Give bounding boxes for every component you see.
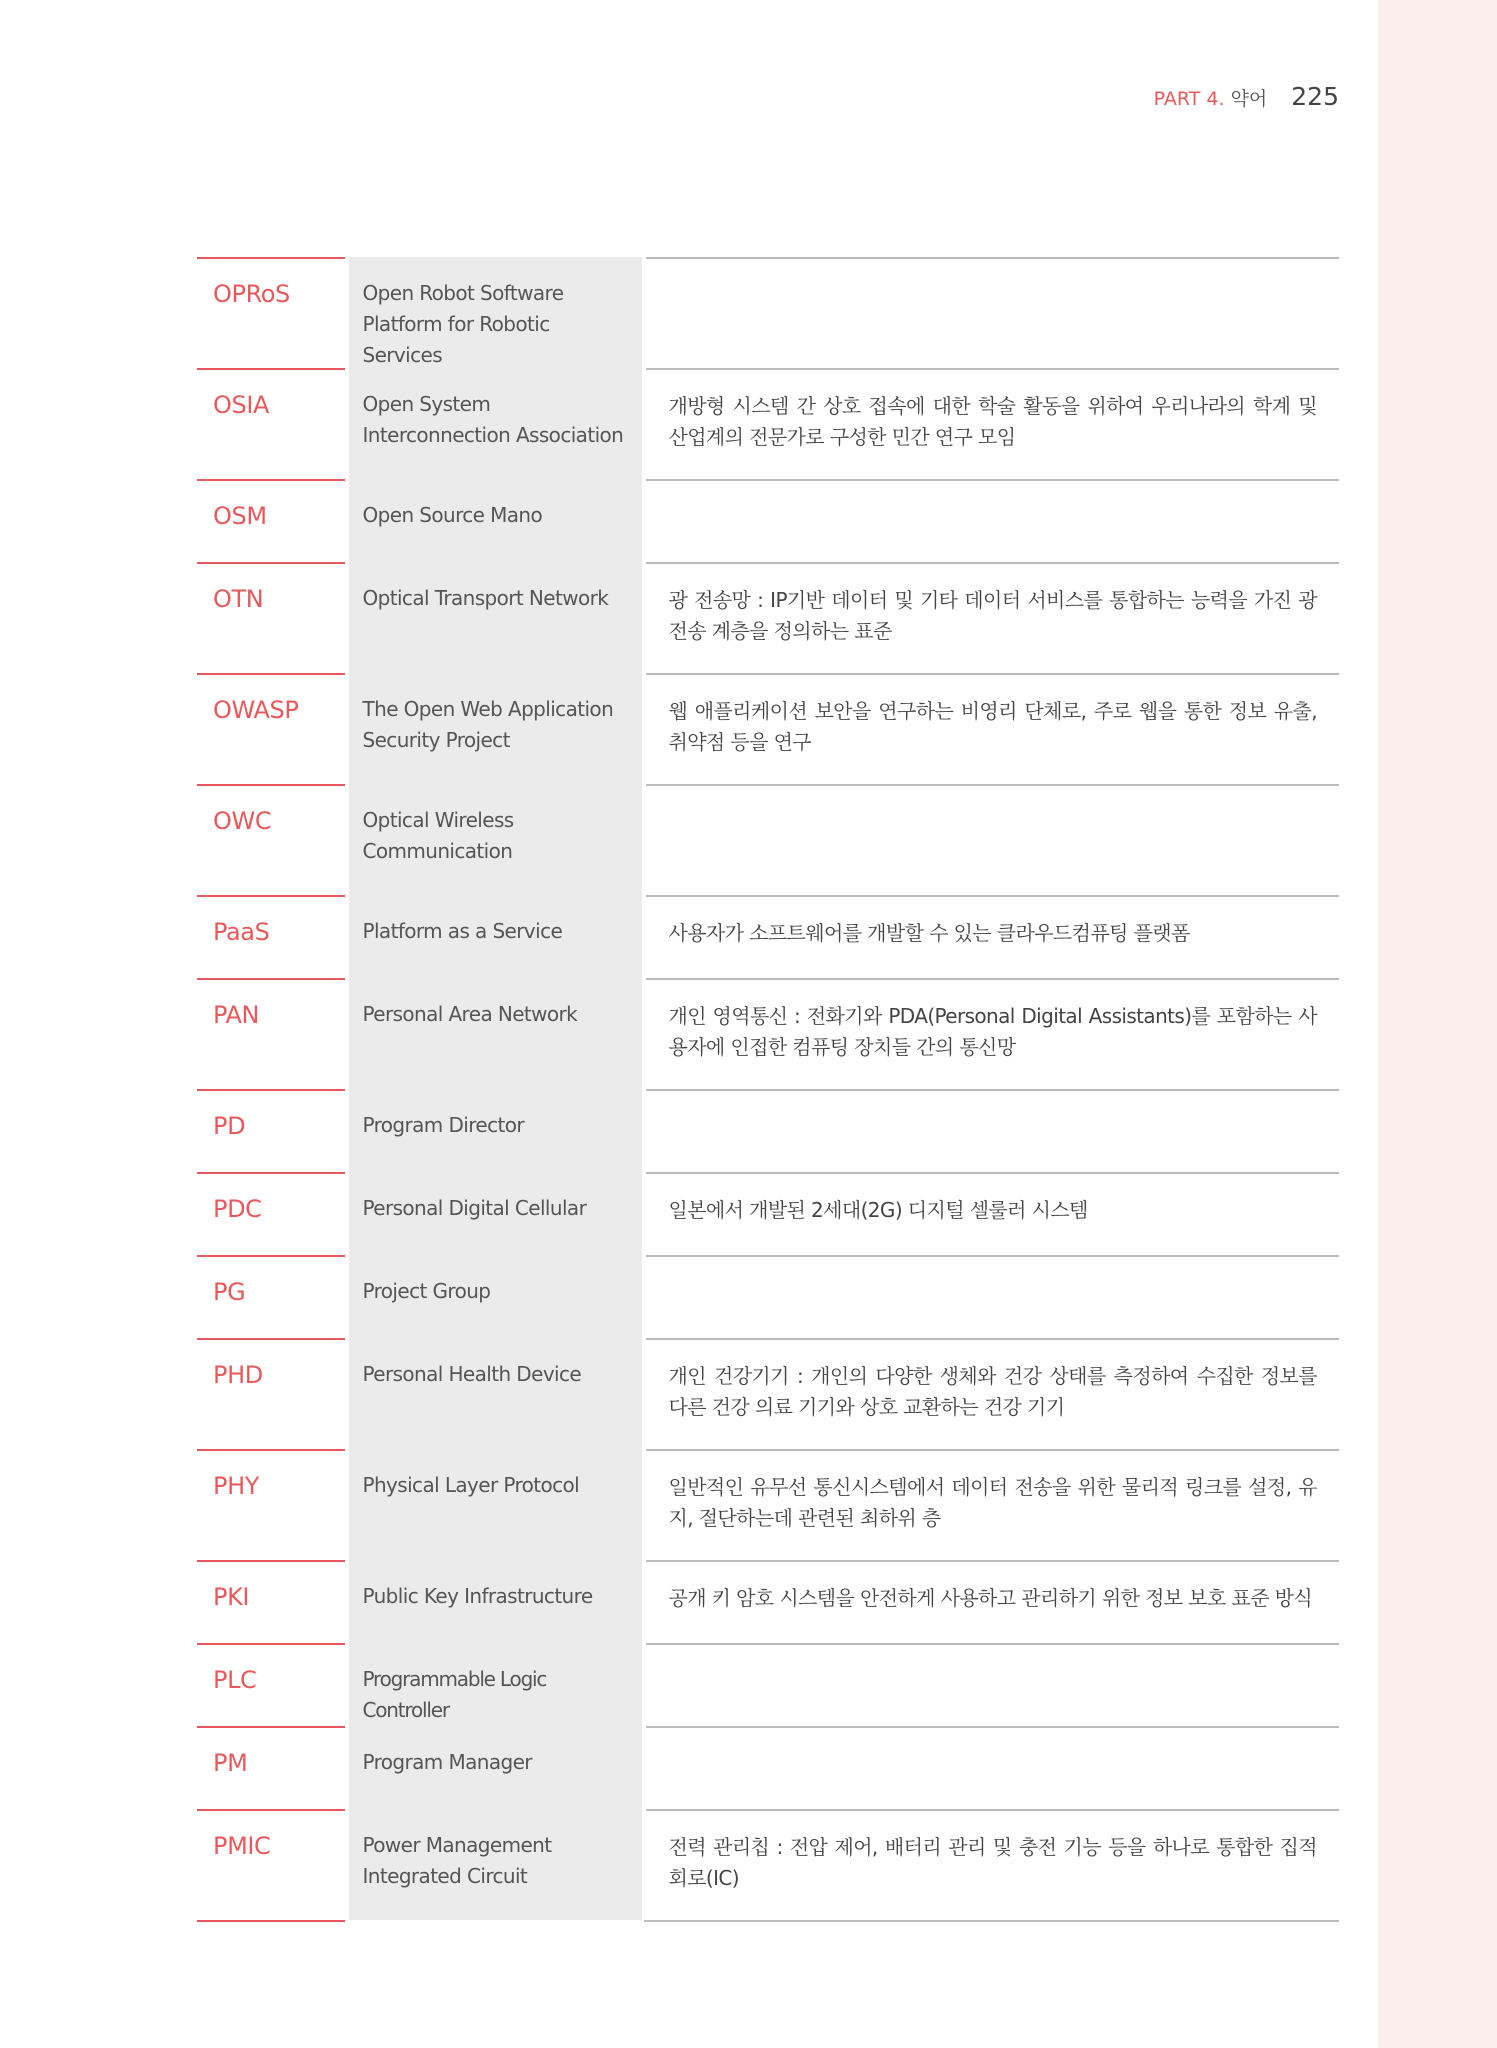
- full-term: Open Robot Software Platform for Robotic Services: [349, 257, 643, 368]
- glossary-row: [197, 1255, 1339, 1338]
- abbreviation: PD: [197, 1089, 345, 1172]
- table-bottom-rule: [197, 1920, 1339, 1922]
- description: [646, 257, 1339, 368]
- abbreviation: PHY: [197, 1449, 345, 1560]
- description: 전력 관리칩 : 전압 제어, 배터리 관리 및 충전 기능 등을 하나로 통합한 집적 회로(IC): [646, 1809, 1339, 1920]
- full-term: Optical Wireless Communication: [349, 784, 643, 895]
- full-term: Open System Interconnection Association: [349, 368, 643, 479]
- glossary-row: [197, 1726, 1339, 1809]
- page-number: 225: [1291, 82, 1339, 111]
- abbreviation: PKI: [197, 1560, 345, 1643]
- full-term: Physical Layer Protocol: [349, 1449, 643, 1560]
- description: 개인 영역통신 : 전화기와 PDA(Personal Digital Assistants)를 포함하는 사용자에 인접한 컴퓨팅 장치들 간의 통신망: [646, 978, 1339, 1089]
- description: [646, 1643, 1339, 1726]
- abbreviation: PG: [197, 1255, 345, 1338]
- abbreviation: PLC: [197, 1643, 345, 1726]
- full-term: Open Source Mano: [349, 479, 643, 562]
- full-term: Project Group: [349, 1255, 643, 1338]
- glossary-row: [197, 1560, 1339, 1643]
- chapter-title: 약어: [1230, 88, 1268, 110]
- abbreviation: PM: [197, 1726, 345, 1809]
- glossary-row: [197, 784, 1339, 895]
- abbreviation: OWC: [197, 784, 345, 895]
- glossary-row: [197, 562, 1339, 673]
- description: 사용자가 소프트웨어를 개발할 수 있는 클라우드컴퓨팅 플랫폼: [646, 895, 1339, 978]
- glossary-row: [197, 1172, 1339, 1255]
- description: [646, 1255, 1339, 1338]
- glossary-row: [197, 1809, 1339, 1920]
- abbreviation: PMIC: [197, 1809, 345, 1920]
- full-term: Programmable Logic Controller: [349, 1643, 643, 1726]
- side-color-strip: [1378, 0, 1497, 2048]
- description: 개인 건강기기 : 개인의 다양한 생체와 건강 상태를 측정하여 수집한 정보를 다른 건강 의료 기기와 상호 교환하는 건강 기기: [646, 1338, 1339, 1449]
- abbreviation: PDC: [197, 1172, 345, 1255]
- abbreviation: PaaS: [197, 895, 345, 978]
- glossary-row: [197, 479, 1339, 562]
- abbreviation: OWASP: [197, 673, 345, 784]
- full-term: Platform as a Service: [349, 895, 643, 978]
- description: 일반적인 유무선 통신시스템에서 데이터 전송을 위한 물리적 링크를 설정, 유지, 절단하는데 관련된 최하위 층: [646, 1449, 1339, 1560]
- glossary-row: [197, 1449, 1339, 1560]
- description: 공개 키 암호 시스템을 안전하게 사용하고 관리하기 위한 정보 보호 표준 방식: [646, 1560, 1339, 1643]
- full-term: Personal Digital Cellular: [349, 1172, 643, 1255]
- abbreviation: OTN: [197, 562, 345, 673]
- description: 광 전송망 : IP기반 데이터 및 기타 데이터 서비스를 통합하는 능력을 가진 광 전송 계층을 정의하는 표준: [646, 562, 1339, 673]
- description: [646, 784, 1339, 895]
- glossary-table: [197, 257, 1339, 1922]
- description: 일본에서 개발된 2세대(2G) 디지털 셀룰러 시스템: [646, 1172, 1339, 1255]
- abbreviation: OSIA: [197, 368, 345, 479]
- glossary-row: [197, 1089, 1339, 1172]
- full-term: Personal Area Network: [349, 978, 643, 1089]
- glossary-row: [197, 895, 1339, 978]
- glossary-row: [197, 1643, 1339, 1726]
- abbreviation: PAN: [197, 978, 345, 1089]
- full-term: Personal Health Device: [349, 1338, 643, 1449]
- description: [646, 479, 1339, 562]
- description: 웹 애플리케이션 보안을 연구하는 비영리 단체로, 주로 웹을 통한 정보 유출, 취약점 등을 연구: [646, 673, 1339, 784]
- full-term: Program Manager: [349, 1726, 643, 1809]
- abbreviation: OPRoS: [197, 257, 345, 368]
- description: 개방형 시스템 간 상호 접속에 대한 학술 활동을 위하여 우리나라의 학계 및 산업계의 전문가로 구성한 민간 연구 모임: [646, 368, 1339, 479]
- glossary-row: [197, 368, 1339, 479]
- abbr-column-rule: [197, 1920, 345, 1922]
- rule-gap: [345, 1920, 644, 1922]
- running-header: [1154, 84, 1268, 111]
- full-term: Power Management Integrated Circuit: [349, 1809, 643, 1920]
- full-term: Public Key Infrastructure: [349, 1560, 643, 1643]
- page-header: [1154, 82, 1339, 111]
- description: [646, 1726, 1339, 1809]
- glossary-row: [197, 1338, 1339, 1449]
- glossary-row: [197, 673, 1339, 784]
- full-term: The Open Web Application Security Project: [349, 673, 643, 784]
- description: [646, 1089, 1339, 1172]
- glossary-row: [197, 978, 1339, 1089]
- abbreviation: PHD: [197, 1338, 345, 1449]
- desc-column-rule: [644, 1920, 1339, 1922]
- full-term: Optical Transport Network: [349, 562, 643, 673]
- part-label: PART 4.: [1153, 88, 1225, 110]
- glossary-row: [197, 257, 1339, 368]
- abbreviation: OSM: [197, 479, 345, 562]
- full-term: Program Director: [349, 1089, 643, 1172]
